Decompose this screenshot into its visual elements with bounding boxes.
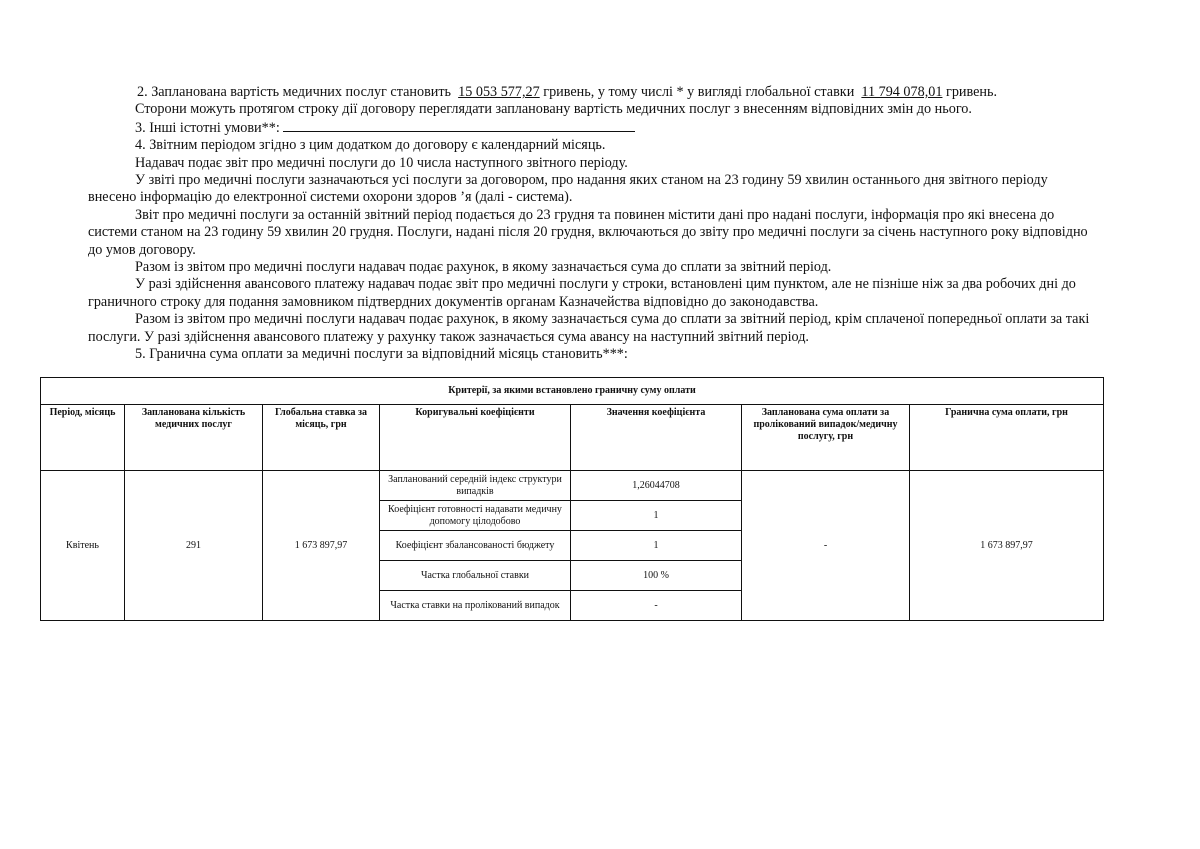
paragraph-5: 5. Гранична сума оплати за медичні послуги за відповідний місяць становить***: <box>135 346 628 363</box>
global-rate-amount: 11 794 078,01 <box>861 84 943 100</box>
coefficient-name: Частка глобальної ставки <box>380 561 571 591</box>
paragraph-4-2: У звіті про медичні послуги зазначаються усі послуги за договором, про надання яких станом на 23 годину 59 хвилин останнього дня звітного періоду внесено інформацію до електронної системи охорони здоров ’я (далі - система). <box>88 172 1048 206</box>
p2-text-b: гривень, у тому числі * у вигляді глобальної ставки <box>543 84 855 100</box>
paragraph-4: 4. Звітним періодом згідно з цим додатком до договору є календарний місяць. <box>135 137 606 154</box>
paragraph-2 <box>88 84 1098 101</box>
coefficient-value: 100 % <box>571 561 742 591</box>
p3-text: 3. Інші істотні умови**: <box>135 119 280 136</box>
table-row <box>41 471 1104 501</box>
cell-period: Квітень <box>41 471 125 621</box>
header-period: Період, місяць <box>41 405 125 471</box>
paragraph-2-note: Сторони можуть протягом строку дії договору переглядати заплановану вартість медичних послуг з внесенням відповідних змін до нього. <box>135 101 972 118</box>
planned-cost-amount: 15 053 577,27 <box>458 84 540 100</box>
blank-line <box>283 119 635 132</box>
coefficient-value: - <box>571 591 742 621</box>
paragraph-4-4: Разом із звітом про медичні послуги надавач подає рахунок, в якому зазначається сума до сплати за звітний період. <box>135 259 832 276</box>
header-global-rate: Глобальна ставка за місяць, грн <box>263 405 380 471</box>
cell-planned-sum: - <box>742 471 910 621</box>
header-limit-sum: Гранична сума оплати, грн <box>910 405 1104 471</box>
paragraph-4-6: Разом із звітом про медичні послуги надавач подає рахунок, в якому зазначається сума до сплати за звітний період, крім сплаченої попередньої оплати за такі послуги. У разі здійснення авансового платежу у рахунку також зазначається сума авансу на наступний звітний період. <box>88 311 1090 345</box>
paragraph-4-1: Надавач подає звіт про медичні послуги до 10 числа наступного звітного періоду. <box>135 154 628 171</box>
coefficient-name: Частка ставки на пролікований випадок <box>380 591 571 621</box>
table-title: Критерії, за якими встановлено граничну суму оплати <box>41 378 1104 405</box>
table-header-row <box>41 405 1104 471</box>
paragraph-4-3: Звіт про медичні послуги за останній звітний період подається до 23 грудня та повинен містити дані про надані послуги, інформація про які внесена до системи станом на 23 годину 59 хвилин 20 грудня. Послуги, надані після 20 грудня, включаються до звіту про медичні послуги за січень наступного року відповідно до умов договору. <box>88 206 1088 258</box>
criteria-table <box>40 377 1104 621</box>
header-coefficient-value: Значення коефіцієнта <box>571 405 742 471</box>
p2-text-a: 2. Запланована вартість медичних послуг становить <box>137 84 452 100</box>
coefficient-name: Коефіцієнт збалансованості бюджету <box>380 531 571 561</box>
coefficient-value: 1 <box>571 531 742 561</box>
paragraph-3 <box>88 119 1098 137</box>
header-planned-sum: Запланована сума оплати за пролікований випадок/медичну послугу, грн <box>742 405 910 471</box>
coefficient-name: Запланований середній індекс структури випадків <box>380 471 571 501</box>
cell-global-rate: 1 673 897,97 <box>263 471 380 621</box>
p2-text-c: гривень. <box>946 84 998 100</box>
coefficient-name: Коефіцієнт готовності надавати медичну допомогу цілодобово <box>380 501 571 531</box>
header-coefficients: Коригувальні коефіцієнти <box>380 405 571 471</box>
coefficient-value: 1 <box>571 501 742 531</box>
document-body <box>88 84 1098 364</box>
paragraph-4-5: У разі здійснення авансового платежу надавач подає звіт про медичні послуги у строки, встановлені цим пунктом, але не пізніше ніж за два робочих дні до граничного строку для подання замовником підтвердних документів органам Казначейства відповідно до законодавства. <box>88 276 1076 310</box>
cell-planned-count: 291 <box>125 471 263 621</box>
cell-limit-sum: 1 673 897,97 <box>910 471 1104 621</box>
header-planned-count: Запланована кількість медичних послуг <box>125 405 263 471</box>
coefficient-value: 1,26044708 <box>571 471 742 501</box>
